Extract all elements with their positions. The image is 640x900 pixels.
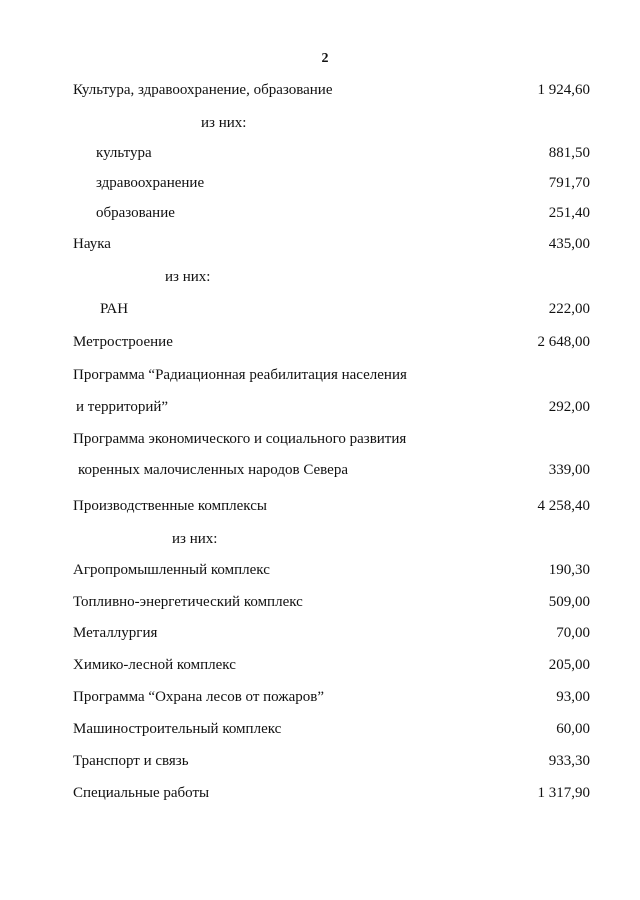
row-label: образование [96, 205, 175, 221]
row-north-program [0, 428, 640, 450]
row-value: 70,00 [556, 625, 590, 641]
row-label: здравоохранение [96, 175, 205, 191]
row-special-works [0, 782, 640, 804]
row-label: Агропромышленный комплекс [73, 562, 270, 578]
row-metro [0, 331, 640, 353]
row-forest-fire-program [0, 686, 640, 708]
row-education [0, 202, 640, 224]
row-value: 292,00 [548, 399, 590, 415]
row-radiation-program [0, 364, 640, 386]
row-value: 881,50 [548, 145, 590, 161]
row-value: 93,00 [556, 689, 590, 705]
row-value: 435,00 [548, 236, 590, 252]
row-value: 509,00 [548, 594, 590, 610]
row-label: Специальные работы [73, 785, 210, 801]
row-culture-health-education [0, 79, 640, 101]
row-science [0, 233, 640, 255]
row-value: 339,00 [548, 462, 590, 478]
row-value: 1 317,90 [537, 785, 590, 801]
row-agro [0, 559, 640, 581]
row-label: коренных малочисленных народов Севера [78, 462, 348, 478]
row-label: из них: [201, 115, 247, 131]
row-label: Метростроение [73, 334, 173, 350]
row-subheading [0, 528, 640, 550]
row-label: Программа “Радиационная реабилитация населения [73, 367, 407, 383]
row-value: 205,00 [548, 657, 590, 673]
row-radiation-program-cont [0, 396, 640, 418]
row-value: 190,30 [548, 562, 590, 578]
row-transport-communication [0, 750, 640, 772]
row-label: и территорий” [76, 399, 169, 415]
row-value: 933,30 [548, 753, 590, 769]
row-label: культура [96, 145, 152, 161]
row-fuel-energy [0, 591, 640, 613]
row-label: РАН [100, 301, 129, 317]
row-label: Топливно-энергетический комплекс [73, 594, 303, 610]
page-number: 2 [321, 51, 329, 66]
row-label: Наука [73, 236, 111, 252]
row-value: 251,40 [548, 205, 590, 221]
row-chem-forest [0, 654, 640, 676]
row-value: 4 258,40 [537, 498, 590, 514]
row-label: из них: [172, 531, 218, 547]
row-label: из них: [165, 269, 211, 285]
row-label: Программа “Охрана лесов от пожаров” [73, 689, 325, 705]
row-subheading [0, 266, 640, 288]
row-value: 222,00 [548, 301, 590, 317]
row-label: Программа экономического и социального развития [73, 431, 407, 447]
row-value: 1 924,60 [537, 82, 590, 98]
row-subheading [0, 112, 640, 134]
row-culture [0, 142, 640, 164]
row-machine-building [0, 718, 640, 740]
row-label: Металлургия [73, 625, 158, 641]
row-value: 791,70 [548, 175, 590, 191]
row-north-program-cont [0, 459, 640, 481]
row-production-complexes [0, 495, 640, 517]
row-metallurgy [0, 622, 640, 644]
row-healthcare [0, 172, 640, 194]
row-value: 60,00 [556, 721, 590, 737]
row-label: Культура, здравоохранение, образование [73, 82, 333, 98]
row-ran [0, 298, 640, 320]
row-label: Производственные комплексы [73, 498, 267, 514]
row-label: Машиностроительный комплекс [73, 721, 282, 737]
row-label: Химико-лесной комплекс [73, 657, 236, 673]
row-label: Транспорт и связь [73, 753, 189, 769]
row-value: 2 648,00 [537, 334, 590, 350]
